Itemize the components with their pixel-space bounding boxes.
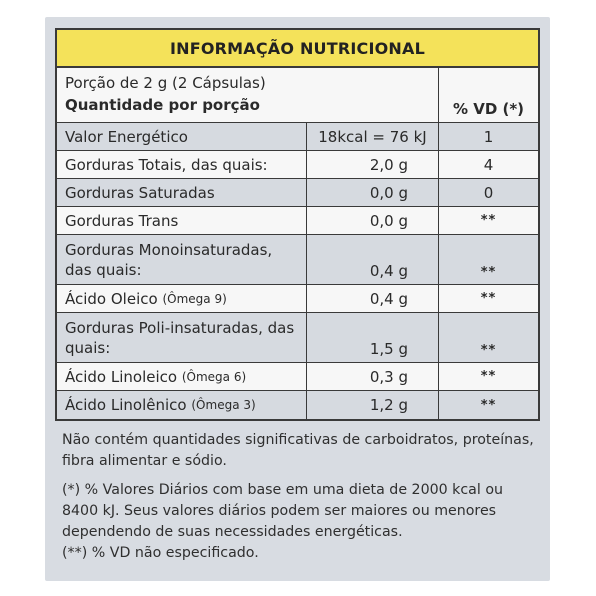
nutrient-vd: 1 bbox=[483, 127, 494, 146]
nutrient-vd: 0 bbox=[483, 183, 494, 202]
nutrient-name: Gorduras Totais, das quais: bbox=[57, 151, 307, 178]
nutrient-name: Ácido Oleico bbox=[65, 289, 158, 308]
table-row-monounsaturated-fat bbox=[57, 235, 538, 285]
nutrient-amount: 2,0 g bbox=[307, 151, 439, 178]
table-row-total-fat bbox=[57, 151, 538, 179]
nutrient-name: Ácido Linolênico bbox=[65, 396, 187, 414]
nutrient-name: Gorduras Poli-insaturadas, das quais: bbox=[57, 313, 307, 362]
nutrient-subname: (Ômega 6) bbox=[181, 369, 247, 384]
table-row-oleic-acid bbox=[57, 285, 538, 313]
table-row-trans-fat bbox=[57, 207, 538, 235]
nutrient-name-cell bbox=[57, 391, 307, 419]
nutrient-name: Gorduras Saturadas bbox=[57, 179, 307, 206]
table-row-saturated-fat bbox=[57, 179, 538, 207]
vd-footnote: (*) % Valores Diários com base em uma dieta de 2000 kcal ou 8400 kJ. Seus valores diários podem ser maiores ou menores dependendo de suas necessidades energéticas. bbox=[62, 482, 504, 540]
table-row-linoleic-acid bbox=[57, 363, 538, 391]
nutrient-amount: 0,4 g bbox=[307, 285, 439, 312]
nutrient-vd: ** bbox=[480, 343, 497, 358]
nutrient-vd: ** bbox=[480, 265, 497, 280]
portion-size: Porção de 2 g (2 Cápsulas) bbox=[65, 74, 266, 92]
nutrition-facts-table bbox=[55, 28, 540, 421]
table-row-energy bbox=[57, 123, 538, 151]
nutrient-vd: 4 bbox=[483, 155, 494, 174]
nutrient-vd: ** bbox=[480, 213, 497, 228]
nutrient-amount: 0,0 g bbox=[307, 179, 439, 206]
nutrient-amount: 0,4 g bbox=[307, 235, 439, 284]
nutrient-name: Valor Energético bbox=[57, 123, 307, 150]
unspecified-note: (**) % VD não especificado. bbox=[62, 545, 259, 561]
nutrient-amount: 1,5 g bbox=[307, 313, 439, 362]
nutrient-vd: ** bbox=[480, 291, 497, 306]
table-title: INFORMAÇÃO NUTRICIONAL bbox=[57, 30, 538, 68]
nutrient-name: Gorduras Trans bbox=[57, 207, 307, 234]
nutrient-amount: 1,2 g bbox=[307, 391, 439, 419]
table-row-polyunsaturated-fat bbox=[57, 313, 538, 363]
quantity-per-portion-label: Quantidade por porção bbox=[65, 96, 260, 114]
nutrient-amount: 0,0 g bbox=[307, 207, 439, 234]
no-significant-note: Não contém quantidades significativas de carboidratos, proteínas, fibra alimentar e sódio. bbox=[62, 432, 534, 469]
nutrient-amount: 18kcal = 76 kJ bbox=[307, 123, 439, 150]
nutrient-vd: ** bbox=[480, 369, 497, 384]
portion-header bbox=[57, 68, 538, 123]
nutrient-name: Gorduras Monoinsaturadas, das quais: bbox=[57, 235, 307, 284]
nutrient-name-cell bbox=[57, 363, 307, 390]
nutrient-vd: ** bbox=[480, 397, 497, 413]
nutrient-name: Ácido Linoleico bbox=[65, 367, 178, 386]
portion-info bbox=[57, 68, 439, 122]
nutrient-subname: (Ômega 3) bbox=[191, 398, 256, 412]
table-row-linolenic-acid bbox=[57, 391, 538, 419]
vd-header: % VD (*) bbox=[452, 100, 525, 118]
nutrient-amount: 0,3 g bbox=[307, 363, 439, 390]
nutrient-name-cell bbox=[57, 285, 307, 312]
nutrient-subname: (Ômega 9) bbox=[162, 291, 227, 306]
footnotes bbox=[62, 430, 537, 572]
